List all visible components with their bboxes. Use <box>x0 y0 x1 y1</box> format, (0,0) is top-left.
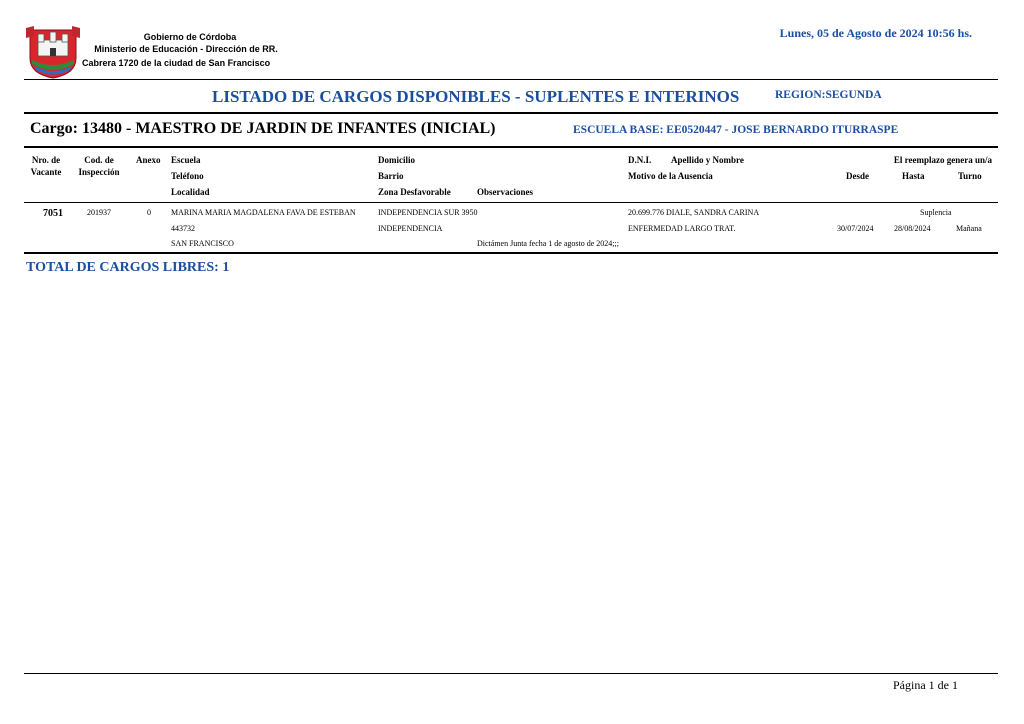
region-label: REGION:SEGUNDA <box>775 89 882 101</box>
col-apellido: Apellido y Nombre <box>671 155 744 165</box>
cargo-divider <box>24 146 998 148</box>
row-turno: Mañana <box>956 224 982 233</box>
row-anexo: 0 <box>147 208 151 217</box>
cordoba-crest-logo <box>26 24 80 80</box>
row-desde: 30/07/2024 <box>837 224 874 233</box>
col-escuela: Escuela <box>171 155 201 165</box>
col-turno: Turno <box>958 171 982 181</box>
table-bottom-divider <box>24 252 998 254</box>
row-motivo: ENFERMEDAD LARGO TRAT. <box>628 224 736 233</box>
col-desde: Desde <box>846 171 869 181</box>
row-localidad: SAN FRANCISCO <box>171 239 234 248</box>
row-cod: 201937 <box>87 208 111 217</box>
col-zona: Zona Desfavorable <box>378 187 451 197</box>
row-dni-nombre: 20.699.776 DIALE, SANDRA CARINA <box>628 208 760 217</box>
col-observaciones: Observaciones <box>477 187 533 197</box>
org-address: Cabrera 1720 de la ciudad de San Francisco <box>82 58 271 68</box>
row-nro: 7051 <box>43 208 63 219</box>
org-ministry: Ministerio de Educación - Dirección de RR. <box>94 44 278 54</box>
footer-divider <box>24 673 998 674</box>
row-telefono: 443732 <box>171 224 195 233</box>
row-hasta: 28/08/2024 <box>894 224 931 233</box>
report-title: LISTADO DE CARGOS DISPONIBLES - SUPLENTES E INTERINOS <box>212 87 740 106</box>
col-nro-2: Vacante <box>30 167 62 177</box>
row-domicilio: INDEPENDENCIA SUR 3950 <box>378 208 478 217</box>
col-dni: D.N.I. <box>628 155 652 165</box>
cargo-title: Cargo: 13480 - MAESTRO DE JARDIN DE INFANTES (INICIAL) <box>30 120 496 137</box>
row-reemplazo: Suplencia <box>920 208 952 217</box>
col-barrio: Barrio <box>378 171 404 181</box>
page-number: Página 1 de 1 <box>893 678 958 692</box>
col-localidad: Localidad <box>171 187 210 197</box>
org-name: Gobierno de Córdoba <box>143 32 237 42</box>
header-row-divider <box>24 202 998 203</box>
title-divider <box>24 112 998 114</box>
report-datetime: Lunes, 05 de Agosto de 2024 10:56 hs. <box>779 26 972 40</box>
col-telefono: Teléfono <box>171 171 204 181</box>
col-cod-2: Inspección <box>78 167 120 177</box>
escuela-base: ESCUELA BASE: EE0520447 - JOSE BERNARDO ITURRASPE <box>573 124 899 136</box>
total-cargos: TOTAL DE CARGOS LIBRES: 1 <box>26 260 230 275</box>
col-nro: Nro. de <box>31 155 61 165</box>
row-escuela: MARINA MARIA MAGDALENA FAVA DE ESTEBAN <box>171 208 356 217</box>
col-domicilio: Domicilio <box>378 155 415 165</box>
row-barrio: INDEPENDENCIA <box>378 224 443 233</box>
row-observaciones: Dictámen Junta fecha 1 de agosto de 2024;;; <box>477 239 619 248</box>
col-anexo: Anexo <box>136 155 161 165</box>
col-hasta: Hasta <box>902 171 925 181</box>
col-reemplazo: El reemplazo genera un/a <box>893 155 992 165</box>
col-cod: Cod. de <box>84 155 114 165</box>
header-divider <box>24 79 998 80</box>
col-motivo: Motivo de la Ausencia <box>628 171 713 181</box>
